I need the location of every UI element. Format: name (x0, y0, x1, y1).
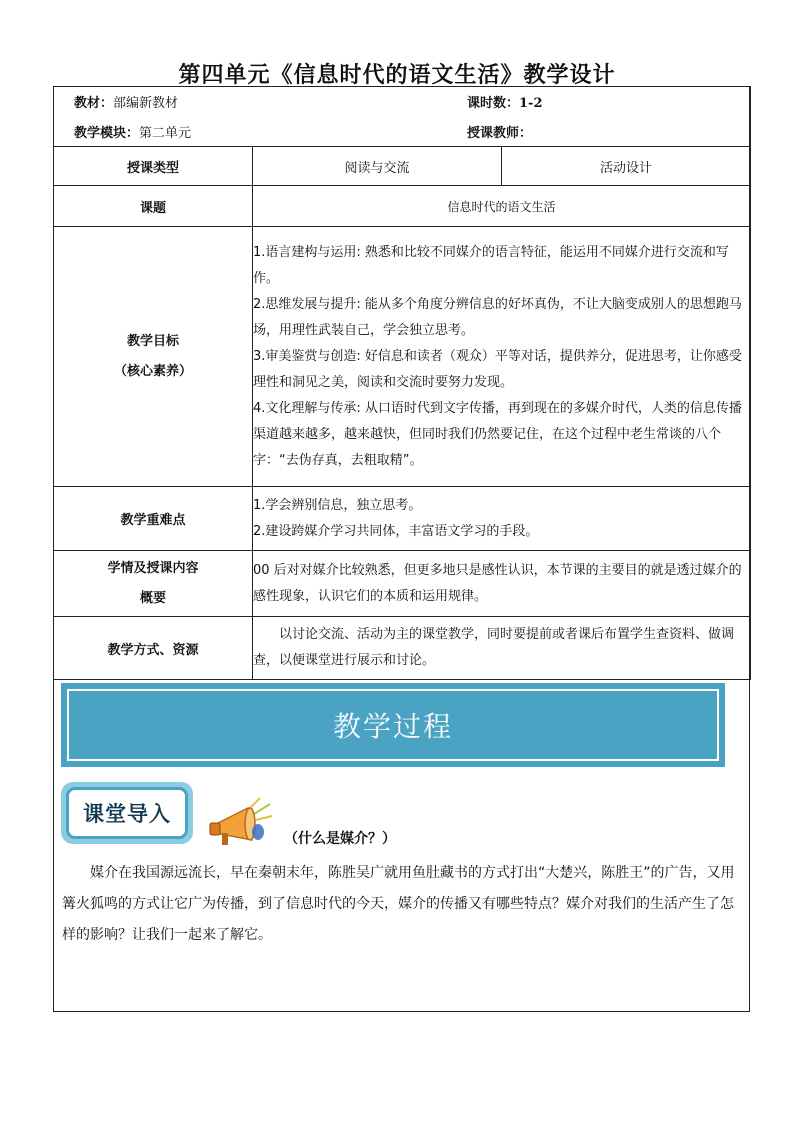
page-title: 第四单元《信息时代的语文生活》教学设计 (178, 62, 616, 88)
goals-content (253, 227, 751, 487)
situation-row (54, 551, 751, 617)
section-title: 课堂导入 (83, 801, 171, 826)
goal-item: 3.审美鉴赏与创造: 好信息和读者（观众）平等对话，提供养分，促进思考，让你感受理性和洞见之美，阅读和交流时要努力发现。 (253, 348, 742, 390)
hours-value: 1-2 (519, 96, 543, 112)
textbook-value: 部编新教材 (113, 96, 179, 112)
textbook-field (54, 92, 439, 111)
header-row-1 (54, 87, 751, 117)
section-badge (61, 782, 193, 844)
module-value: 第二单元 (139, 125, 192, 141)
key-row (54, 487, 751, 551)
section-question: （什么是媒介？） (284, 831, 396, 847)
goal-item: 2.思维发展与提升: 能从多个角度分辨信息的好坏真伪，不让大脑变成别人的思想跑马场，用理性武装自己，学会独立思考。 (253, 296, 742, 338)
key-item: 1.学会辨别信息，独立思考。 (253, 497, 422, 513)
topic-label: 课题 (54, 186, 253, 227)
type-col1: 阅读与交流 (253, 147, 502, 186)
goals-label (54, 227, 253, 487)
hours-field (439, 92, 543, 111)
situation-content: 00 后对对媒介比较熟悉，但更多地只是感性认识，本节课的主要目的就是透过媒介的感性现象，认识它们的本质和运用规律。 (253, 551, 751, 617)
topic-row (54, 186, 751, 227)
module-field (54, 122, 439, 141)
teacher-field (439, 122, 532, 141)
process-banner (61, 683, 725, 767)
goal-item: 4.文化理解与传承: 从口语时代到文字传播，再到现在的多媒介时代，人类的信息传播渠道越来越多，越来越快，但同时我们仍然要记住，在这个过程中老生常谈的八个字：“去伪存真，去粗取精”。 (253, 400, 742, 468)
method-label: 教学方式、资源 (54, 617, 253, 680)
method-row (54, 617, 751, 680)
intro-paragraph: 媒介在我国源远流长，早在秦朝末年，陈胜吴广就用鱼肚藏书的方式打出“大楚兴，陈胜王”的广告，又用篝火狐鸣的方式让它广为传播，到了信息时代的今天，媒介的传播又有哪些特点？媒介对我们的生活产生了怎样的影响？让我们一起来了解它。 (62, 865, 735, 943)
type-label: 授课类型 (54, 147, 253, 186)
type-col2: 活动设计 (502, 147, 751, 186)
megaphone-icon (208, 796, 274, 850)
header-row-2 (54, 117, 751, 147)
key-content (253, 487, 751, 551)
section-badge-inner (66, 787, 188, 839)
key-item: 2.建设跨媒介学习共同体，丰富语文学习的手段。 (253, 523, 539, 539)
type-row (54, 147, 751, 186)
module-label: 教学模块： (74, 125, 140, 141)
goals-row (54, 227, 751, 487)
situation-label-main: 学情及授课内容 (107, 560, 199, 576)
process-banner-border (67, 689, 719, 761)
lesson-plan-table (53, 86, 751, 680)
textbook-label: 教材： (74, 96, 114, 112)
teacher-label: 授课教师： (467, 125, 533, 141)
process-banner-text: 教学过程 (332, 710, 453, 743)
hours-label: 课时数： (467, 96, 520, 112)
goals-label-main: 教学目标 (126, 333, 179, 349)
goal-item: 1.语言建构与运用: 熟悉和比较不同媒介的语言特征，能运用不同媒介进行交流和写作。 (253, 244, 729, 286)
goals-label-sub: （核心素养） (113, 363, 192, 379)
situation-label (54, 551, 253, 617)
method-content: 以讨论交流、活动为主的课堂教学，同时要提前或者课后布置学生查资料、做调查，以便课堂进行展示和讨论。 (253, 617, 751, 680)
topic-value: 信息时代的语文生活 (253, 186, 751, 227)
situation-label-sub: 概要 (139, 590, 166, 606)
key-label: 教学重难点 (54, 487, 253, 551)
